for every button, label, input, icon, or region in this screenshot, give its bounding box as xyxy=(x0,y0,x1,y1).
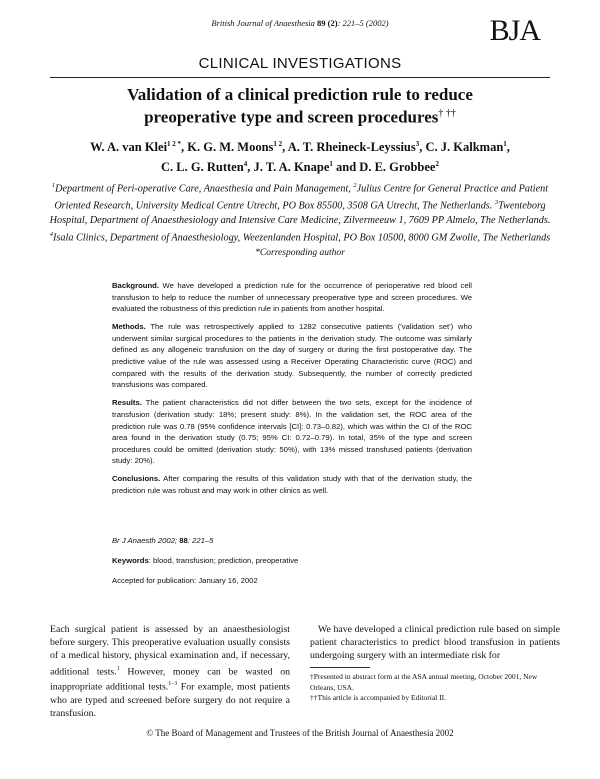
affiliation-3: Twenteborg Hospital, Department of Anaesthesiology and Intensive Care Medicine, Zilvermeeuw 1, 7609 PP Almelo, The Netherlands. xyxy=(49,200,551,226)
footnote-divider xyxy=(310,667,370,668)
abstract-text: After comparing the results of this validation study with that of the derivation study, the prediction rule was robust and may work in other clinics as well. xyxy=(112,474,472,495)
citation-year: 2002; xyxy=(155,536,180,545)
author-affil: 2 xyxy=(435,160,439,169)
affil-mark: 4 xyxy=(49,230,54,238)
abstract-results xyxy=(112,397,472,467)
title-footnote-marks: † †† xyxy=(438,108,456,119)
body-paragraph xyxy=(310,623,560,663)
copyright-footer: © The Board of Management and Trustees of the British Journal of Anaesthesia 2002 xyxy=(146,728,454,738)
journal-name: British Journal of Anaesthesia xyxy=(211,18,315,28)
affil-mark: 2 xyxy=(353,182,357,189)
title-line-2: preoperative type and screen procedures xyxy=(144,107,439,127)
author-affil: 3 xyxy=(415,140,420,148)
section-divider xyxy=(50,77,550,78)
citation-volume: 88 xyxy=(179,536,188,545)
abstract-background xyxy=(112,280,472,315)
author-affil: 1 2 xyxy=(273,140,283,148)
author: A. T. Rheineck-Leyssius xyxy=(287,140,416,155)
section-label: CLINICAL INVESTIGATIONS xyxy=(198,55,402,72)
reference-mark: 1–3 xyxy=(168,681,178,688)
affil-mark: 3 xyxy=(494,199,499,207)
body-column-right xyxy=(310,623,560,663)
abstract-heading: Methods. xyxy=(112,322,146,332)
abstract-text: The patient characteristics did not differ between the two sets, except for the incidence of transfusion (derivation study: 18%; present study: 8%). In the validation set, the ROC area of the prediction rule was 0.78 (95% confidence intervals [CI]: 0.73–0.82), which was within the CI of the ROC area found in the derivation study (0.75; 95% CI: 0.72–0.79). In total, 35% of the type and screen procedures could be omitted (derivation study: 50%), with 13% missed transfused patients (derivation study: 20%). xyxy=(112,398,473,466)
journal-volume: 89 xyxy=(317,18,326,28)
abstract-conclusions xyxy=(112,473,472,496)
keywords-heading: Keywords xyxy=(112,556,149,565)
affiliation-2: Julius Centre for General Practice and Patient Oriented Research, University Medical Centre Utrecht, PO Box 85500, 3508 GA Utrecht, The Netherlands. xyxy=(54,183,549,212)
footnotes xyxy=(310,672,560,704)
author-affil: 1 xyxy=(329,160,333,169)
journal-pages: : 221–5 (2002) xyxy=(337,18,389,28)
body-text: Each surgical patient is assessed by an anaesthesiologist before surgery. This preoperative evaluation usually consists of a medical history, physical examination and, if necessary, additional tests. xyxy=(50,624,290,677)
author: W. A. van Klei xyxy=(90,140,168,155)
affiliations xyxy=(40,179,560,245)
journal-issue: (2) xyxy=(327,18,338,28)
affiliation-1: Department of Peri-operative Care, Anaesthesia and Pain Management, xyxy=(55,183,351,195)
citation xyxy=(112,535,472,546)
body-paragraph xyxy=(50,623,290,720)
keywords-list: : blood, transfusion; prediction, preoperative xyxy=(148,556,299,565)
bja-logo: BJA xyxy=(489,14,540,47)
author-affil: 1 2 * xyxy=(167,140,182,148)
body-text: However, money can be wasted on inappropriate additional tests. xyxy=(50,665,290,693)
author: J. T. A. Knape xyxy=(253,160,330,175)
body-text: For example, most patients who are typed and screened before surgery do not require a transfusion. xyxy=(50,681,290,719)
body-column-left xyxy=(50,623,290,720)
footnote: ††This article is accompanied by Editorial II. xyxy=(310,693,446,702)
article-title xyxy=(60,85,540,127)
title-line-1: Validation of a clinical prediction rule to reduce xyxy=(127,85,473,104)
abstract xyxy=(112,280,472,503)
reference-mark: 1 xyxy=(116,665,120,672)
author: D. E. Grobbee xyxy=(359,160,436,175)
author: C. J. Kalkman xyxy=(425,140,504,155)
keywords xyxy=(112,555,472,566)
abstract-heading: Conclusions. xyxy=(112,474,161,484)
abstract-text: The rule was retrospectively applied to 1282 consecutive patients ('validation set') who underwent similar surgical procedures to the patients in the derivation study. The outcome was similarly defined as any allogeneic transfusion on the day of surgery or during the first postoperative day. The predictive value of the rule was assessed using a Receiver Operating Characteristic curve (ROC) and compared with the results of the derivation study. Subsequently, the number of correctly predicted transfusions was compared. xyxy=(112,322,472,390)
footnote: †Presented in abstract form at the ASA annual meeting, October 2001, New Orleans, USA. xyxy=(310,672,538,692)
abstract-text: We have developed a prediction rule for the occurrence of perioperative red blood cell transfusion to help to reduce the number of unnecessary preoperative type and screen procedures. We evaluated the robustness of this prediction rule in patients from another hospital. xyxy=(112,281,473,314)
author: K. G. M. Moons xyxy=(187,140,274,155)
abstract-heading: Background. xyxy=(112,281,159,290)
author: C. L. G. Rutten xyxy=(161,160,244,175)
body-text: We have developed a clinical prediction rule based on simple patient characteristics to predict blood transfusion in patients undergoing surgery with an intermediate risk for xyxy=(310,624,560,662)
citation-pages: : 221–5 xyxy=(187,536,214,545)
affiliation-4: Isala Clinics, Department of Anaesthesiology, Weezenlanden Hospital, PO Box 10500, 8000 GM Zwolle, The Netherlands xyxy=(53,232,551,244)
author-affil: 1 xyxy=(503,140,507,148)
author-affil: 4 xyxy=(243,160,248,169)
citation-journal: Br J Anaesth xyxy=(112,536,156,545)
corresponding-author-note: *Corresponding author xyxy=(255,248,345,258)
abstract-methods xyxy=(112,321,472,391)
abstract-heading: Results. xyxy=(112,398,142,408)
article-meta xyxy=(112,535,472,586)
affil-mark: 1 xyxy=(51,182,56,189)
author-list: W. A. van Klei$^{1 2 *}$, K. G. M. Moons$^{1 2}$, A. T. Rheineck-Leyssius$^3$, C. J. Kalkman$^1$, C. L. G. Rutten$^4$, J. T. A. Knape$^1$ and D. E. Grobbee$^2$ xyxy=(90,140,510,175)
accepted-date: Accepted for publication: January 16, 2002 xyxy=(112,576,258,585)
